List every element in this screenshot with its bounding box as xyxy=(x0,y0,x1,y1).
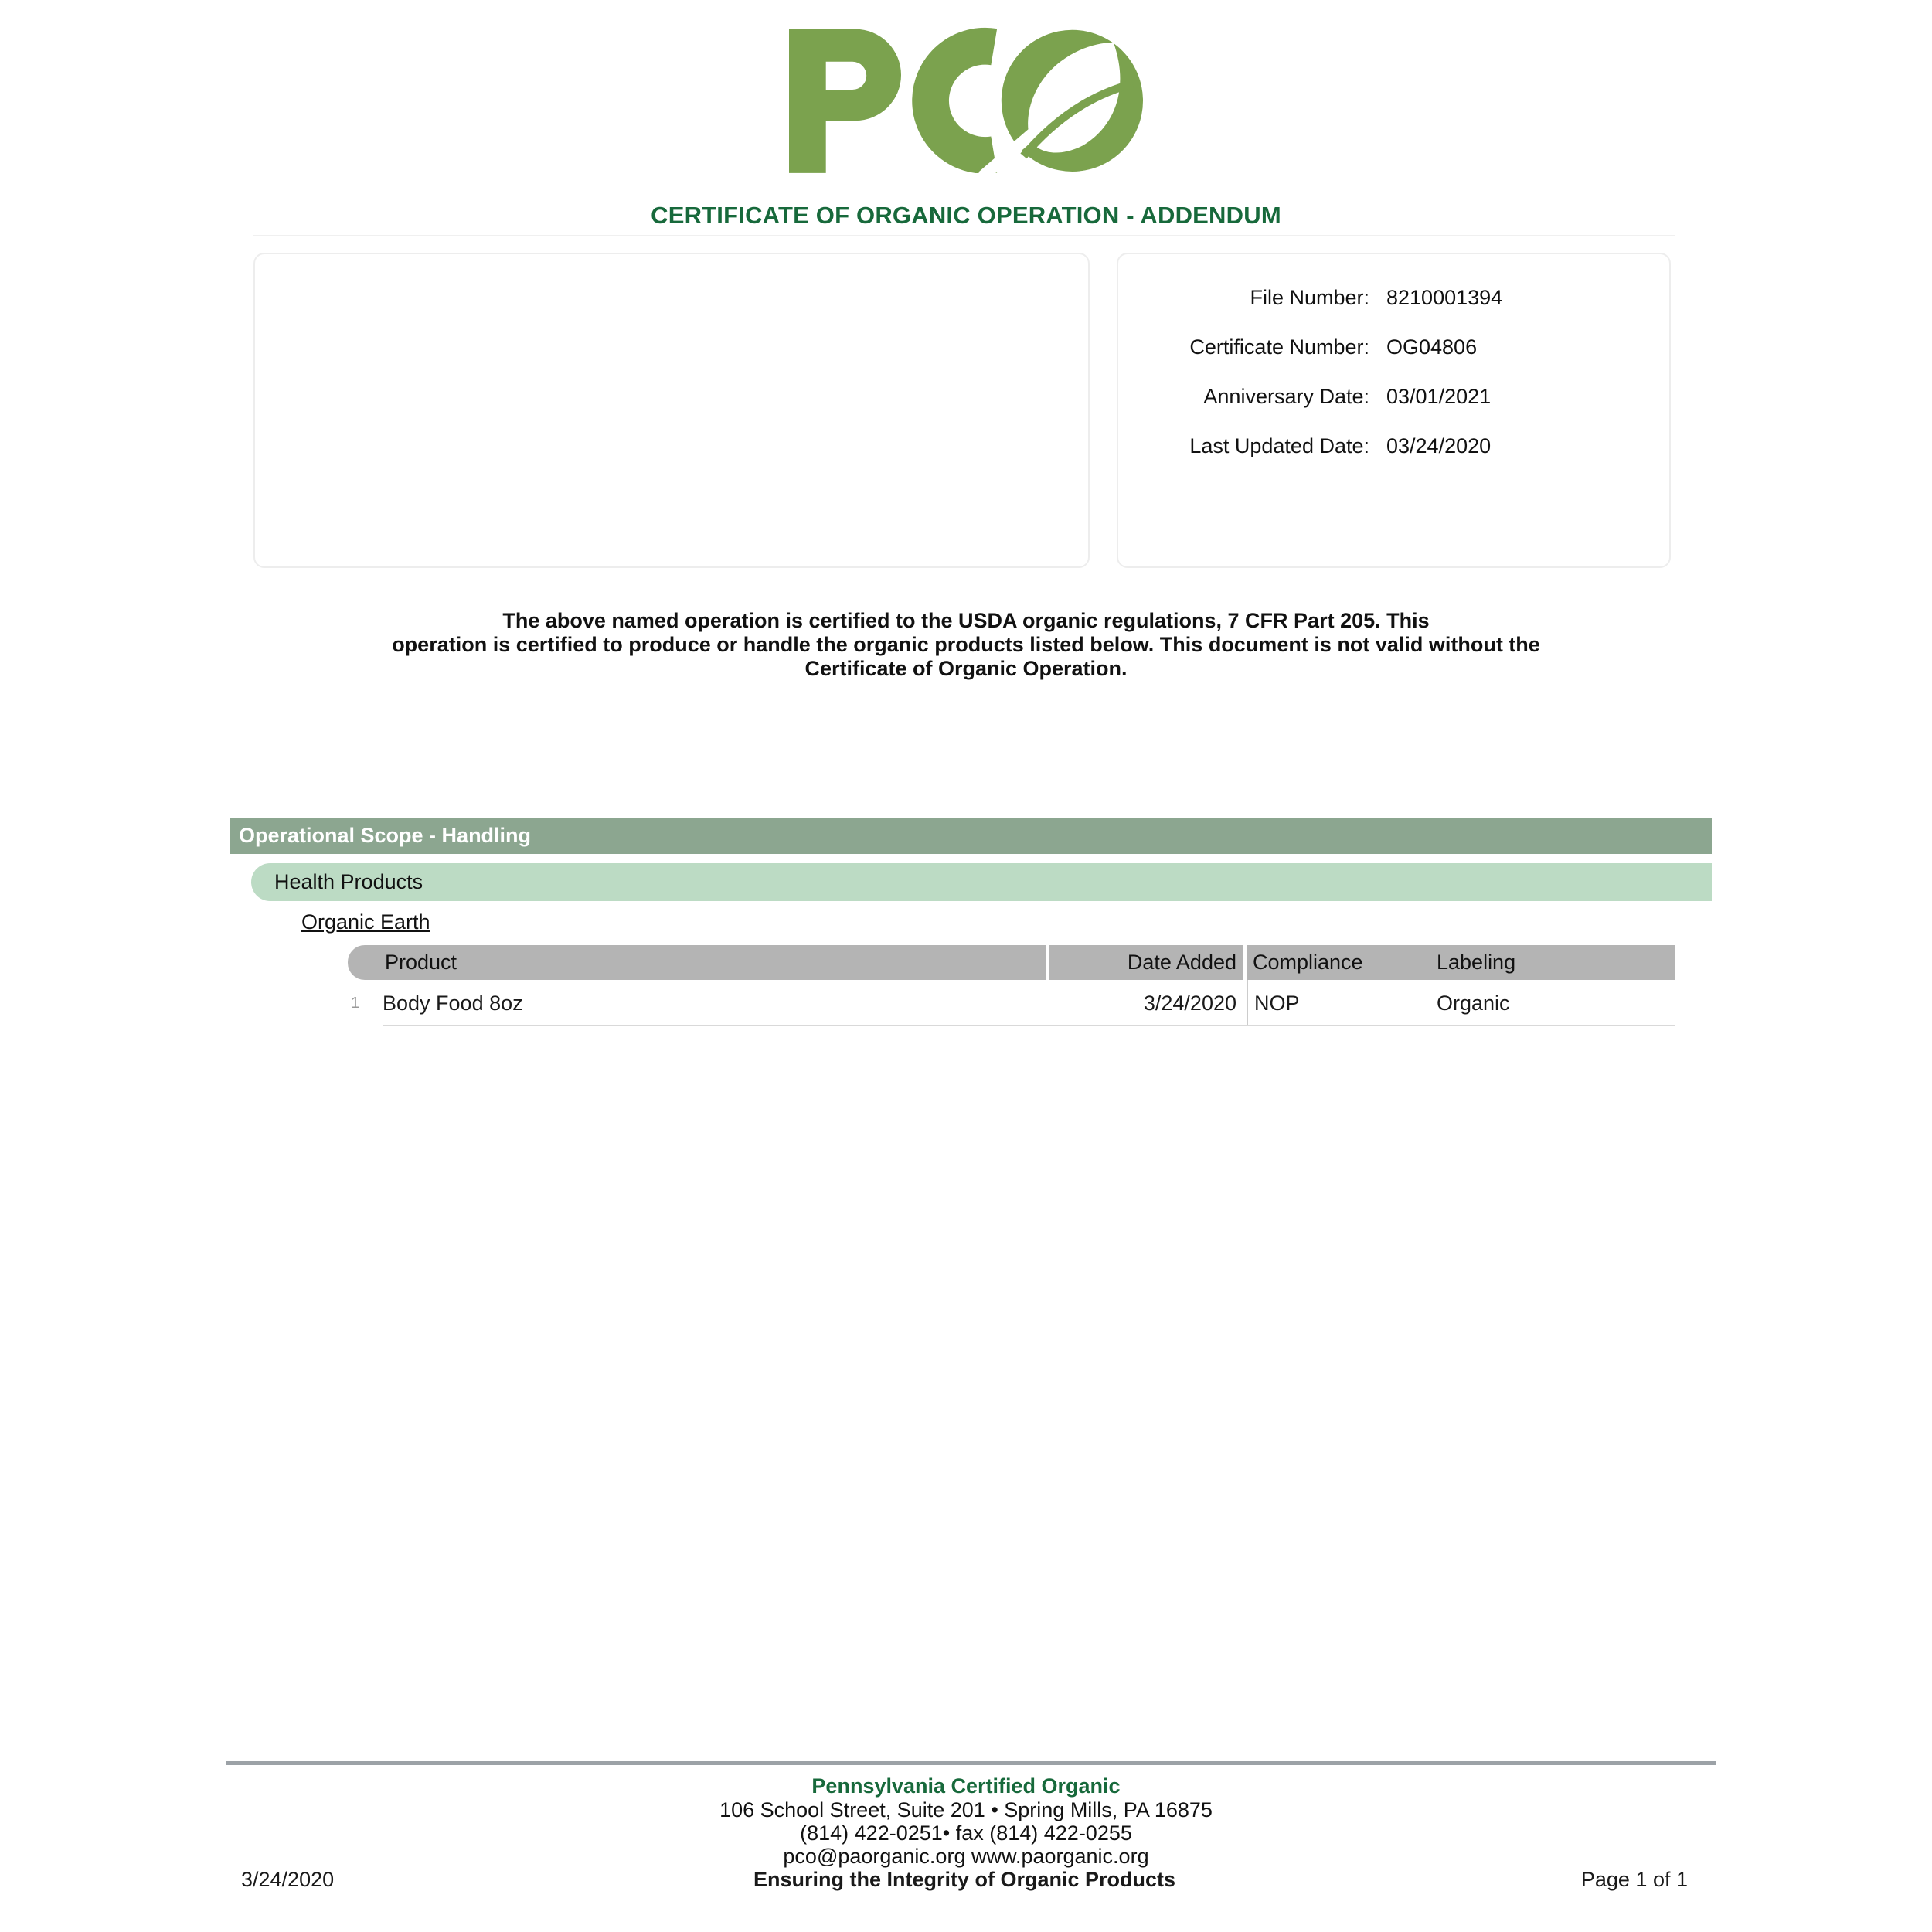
row-date-added: 3/24/2020 xyxy=(1143,991,1236,1015)
info-row-last-updated-date xyxy=(1118,421,1669,471)
anniversary-date-value: 03/01/2021 xyxy=(1386,384,1492,408)
operational-scope-header: Operational Scope - Handling xyxy=(230,818,1712,854)
file-number-label: File Number: xyxy=(1250,285,1369,309)
operation-name: Organic Earth xyxy=(301,910,430,934)
column-header-product: Product xyxy=(348,945,1046,980)
certification-statement-line3: Certificate of Organic Operation. xyxy=(804,657,1128,680)
info-row-file-number xyxy=(1118,273,1669,322)
footer-bottom-row xyxy=(241,1868,1688,1892)
certificate-info-panel xyxy=(1117,253,1671,568)
last-updated-date-value: 03/24/2020 xyxy=(1386,434,1492,457)
products-table-header xyxy=(348,945,1675,980)
file-number-value: 8210001394 xyxy=(1386,285,1503,309)
row-number: 1 xyxy=(351,994,360,1012)
pco-logo xyxy=(0,23,1932,173)
title-divider xyxy=(253,235,1675,236)
row-labeling: Organic xyxy=(1437,991,1510,1015)
footer-tagline: Ensuring the Integrity of Organic Products xyxy=(753,1868,1176,1891)
column-header-compliance: Compliance xyxy=(1247,945,1432,980)
footer-date: 3/24/2020 xyxy=(241,1868,335,1891)
footer-org-name: Pennsylvania Certified Organic xyxy=(811,1774,1121,1798)
footer-phone: (814) 422-0251• fax (814) 422-0255 xyxy=(800,1821,1132,1845)
footer-page-number: Page 1 of 1 xyxy=(1580,1868,1688,1891)
certification-statement xyxy=(301,609,1631,681)
table-row xyxy=(348,980,1675,1026)
page-title: CERTIFICATE OF ORGANIC OPERATION - ADDENDUM xyxy=(651,202,1281,229)
last-updated-date-label: Last Updated Date: xyxy=(1189,434,1369,457)
anniversary-date-label: Anniversary Date: xyxy=(1203,384,1369,408)
row-product: Body Food 8oz xyxy=(383,991,523,1015)
product-category-bar: Health Products xyxy=(251,863,1712,901)
certificate-number-label: Certificate Number: xyxy=(1189,335,1369,359)
footer-email-web: pco@paorganic.org www.paorganic.org xyxy=(783,1845,1149,1868)
footer-divider xyxy=(226,1761,1716,1765)
products-table xyxy=(348,945,1675,1026)
operation-address-panel xyxy=(253,253,1090,568)
column-header-date-added: Date Added xyxy=(1049,945,1243,980)
certificate-number-value: OG04806 xyxy=(1386,335,1478,359)
row-compliance: NOP xyxy=(1254,991,1300,1015)
info-row-certificate-number xyxy=(1118,322,1669,372)
footer-address: 106 School Street, Suite 201 • Spring Mills, PA 16875 xyxy=(719,1798,1213,1821)
certification-statement-line1: The above named operation is certified to the USDA organic regulations, 7 CFR Part 205. This xyxy=(502,609,1430,632)
certification-statement-line2: operation is certified to produce or handle the organic products listed below. This document is not valid without the xyxy=(392,633,1540,656)
column-header-labeling: Labeling xyxy=(1432,945,1675,980)
info-row-anniversary-date xyxy=(1118,372,1669,421)
pco-leaf-logo-graphic xyxy=(789,23,1143,173)
